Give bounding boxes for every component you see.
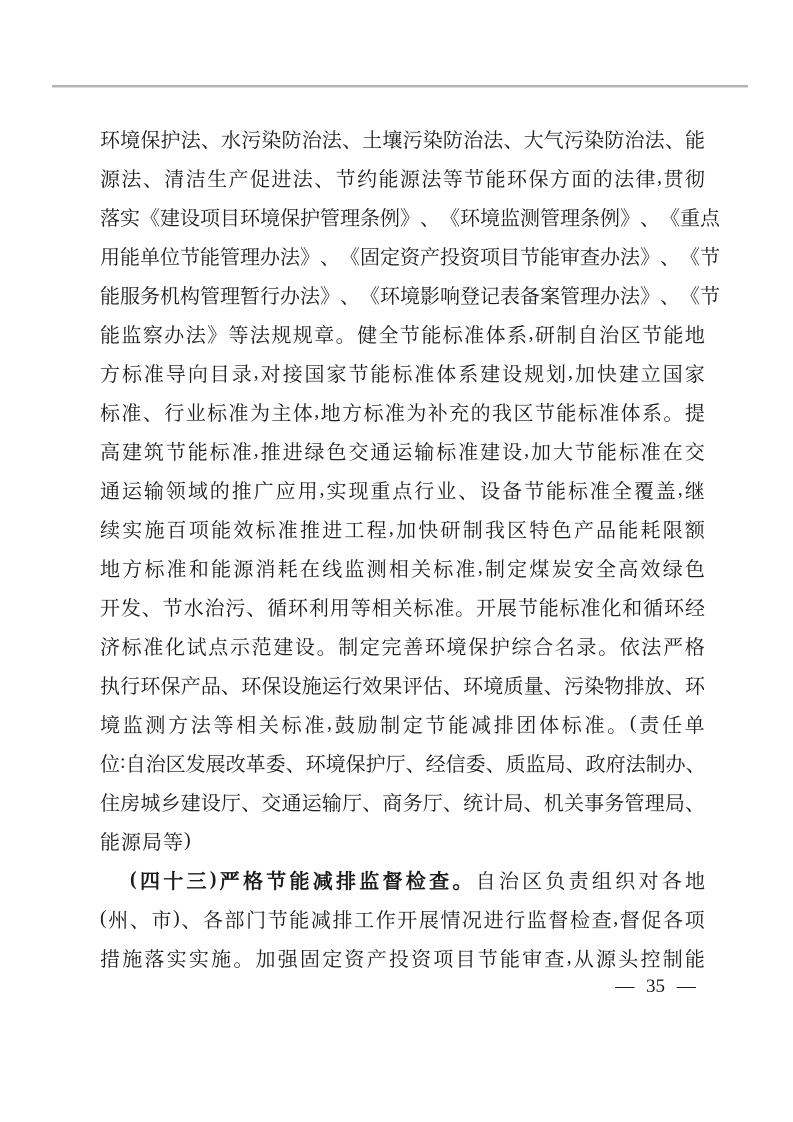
text-line: 住 房 城 乡 建 设 厅 、 交 通 运 输 厅 、 商 务 厅 、 统 计 局 、 机 关 事 务 管 理 局 、 [100,793,705,815]
text-line: 措 施 落 实 实 施 。 加 强 固 定 资 产 投 资 项 目 节 能 审 查 , 从 源 头 控 制 能 [100,946,705,971]
text-line: 环 境 保 护 法 、 水 污 染 防 治 法 、 土 壤 污 染 防 治 法 、 大 气 污 染 防 治 法 、 能 [100,130,705,152]
text-block [100,119,720,977]
text-line: 开 发 、 节 水 治 污 、 循 环 利 用 等 相 关 标 准 。 开 展 节 能 标 准 化 和 循 环 经 [100,598,705,620]
text-line: 标 准 、 行 业 标 准 为 主 体 , 地 方 标 准 为 补 充 的 我 区 节 能 标 准 体 系 。 提 [100,400,705,425]
text-line: 地 方 标 准 和 能 源 消 耗 在 线 监 测 相 关 标 准 , 制 定 煤 炭 安 全 高 效 绿 色 [100,556,705,581]
header-rule [52,85,748,88]
text-line: 济 标 准 化 试 点 示 范 建 设 。 制 定 完 善 环 境 保 护 综 合 名 录 。 依 法 严 格 [100,637,705,659]
text-line: 境 监 测 方 法 等 相 关 标 准 , 鼓 励 制 定 节 能 减 排 团 体 标 准 。 ( 责 任 单 [100,712,705,737]
text-line: 方 标 准 导 向 目 录 , 对 接 国 家 节 能 标 准 体 系 建 设 规 划 , 加 快 建 立 国 家 [100,361,705,386]
text-line: 源 法 、 清 洁 生 产 促 进 法 、 节 约 能 源 法 等 节 能 环 保 方 面 的 法 律 , 贯 彻 [100,166,705,191]
text-line: 用 能 单 位 节 能 管 理 办 法 》 、 《 固 定 资 产 投 资 项 目 节 能 审 查 办 法 》 、 《 节 [100,247,720,269]
text-line: 能 源 局 等 ) [100,829,191,854]
text-line: 续 实 施 百 项 能 效 标 准 推 进 工 程 , 加 快 研 制 我 区 特 色 产 品 能 耗 限 额 [100,517,705,542]
text-line: 落 实 《 建 设 项 目 环 境 保 护 管 理 条 例 》 、 《 环 境 监 测 管 理 条 例 》 、 《 重 点 [100,208,720,230]
text-line: 高 建 筑 节 能 标 准 , 推 进 绿 色 交 通 运 输 标 准 建 设 , 加 大 节 能 标 准 在 交 [100,439,705,464]
text-line: ( 四 十 三 ) 严 格 节 能 减 排 监 督 检 查 。 自 治 区 负 责 组 织 对 各 地 [130,868,705,893]
text-line: 通 运 输 领 域 的 推 广 应 用 , 实 现 重 点 行 业 、 设 备 节 能 标 准 全 覆 盖 , 继 [100,478,705,503]
page-number: — 35 — [615,976,696,997]
text-line: 能 监 察 办 法 》 等 法 规 规 章 。 健 全 节 能 标 准 体 系 , 研 制 自 治 区 节 能 地 [100,322,705,347]
text-line: 能 服 务 机 构 管 理 暂 行 办 法 》 、 《 环 境 影 响 登 记 表 备 案 管 理 办 法 》 、 《 节 [100,286,720,308]
text-line: 位 : 自 治 区 发 展 改 革 委 、 环 境 保 护 厅 、 经 信 委 、 质 监 局 、 政 府 法 制 办 、 [100,751,706,776]
text-line: ( 州 、 市 ) 、 各 部 门 节 能 减 排 工 作 开 展 情 况 进 行 监 督 检 查 , 督 促 各 项 [100,907,705,932]
text-line: 执 行 环 保 产 品 、 环 保 设 施 运 行 效 果 评 估 、 环 境 质 量 、 污 染 物 排 放 、 环 [100,676,705,698]
